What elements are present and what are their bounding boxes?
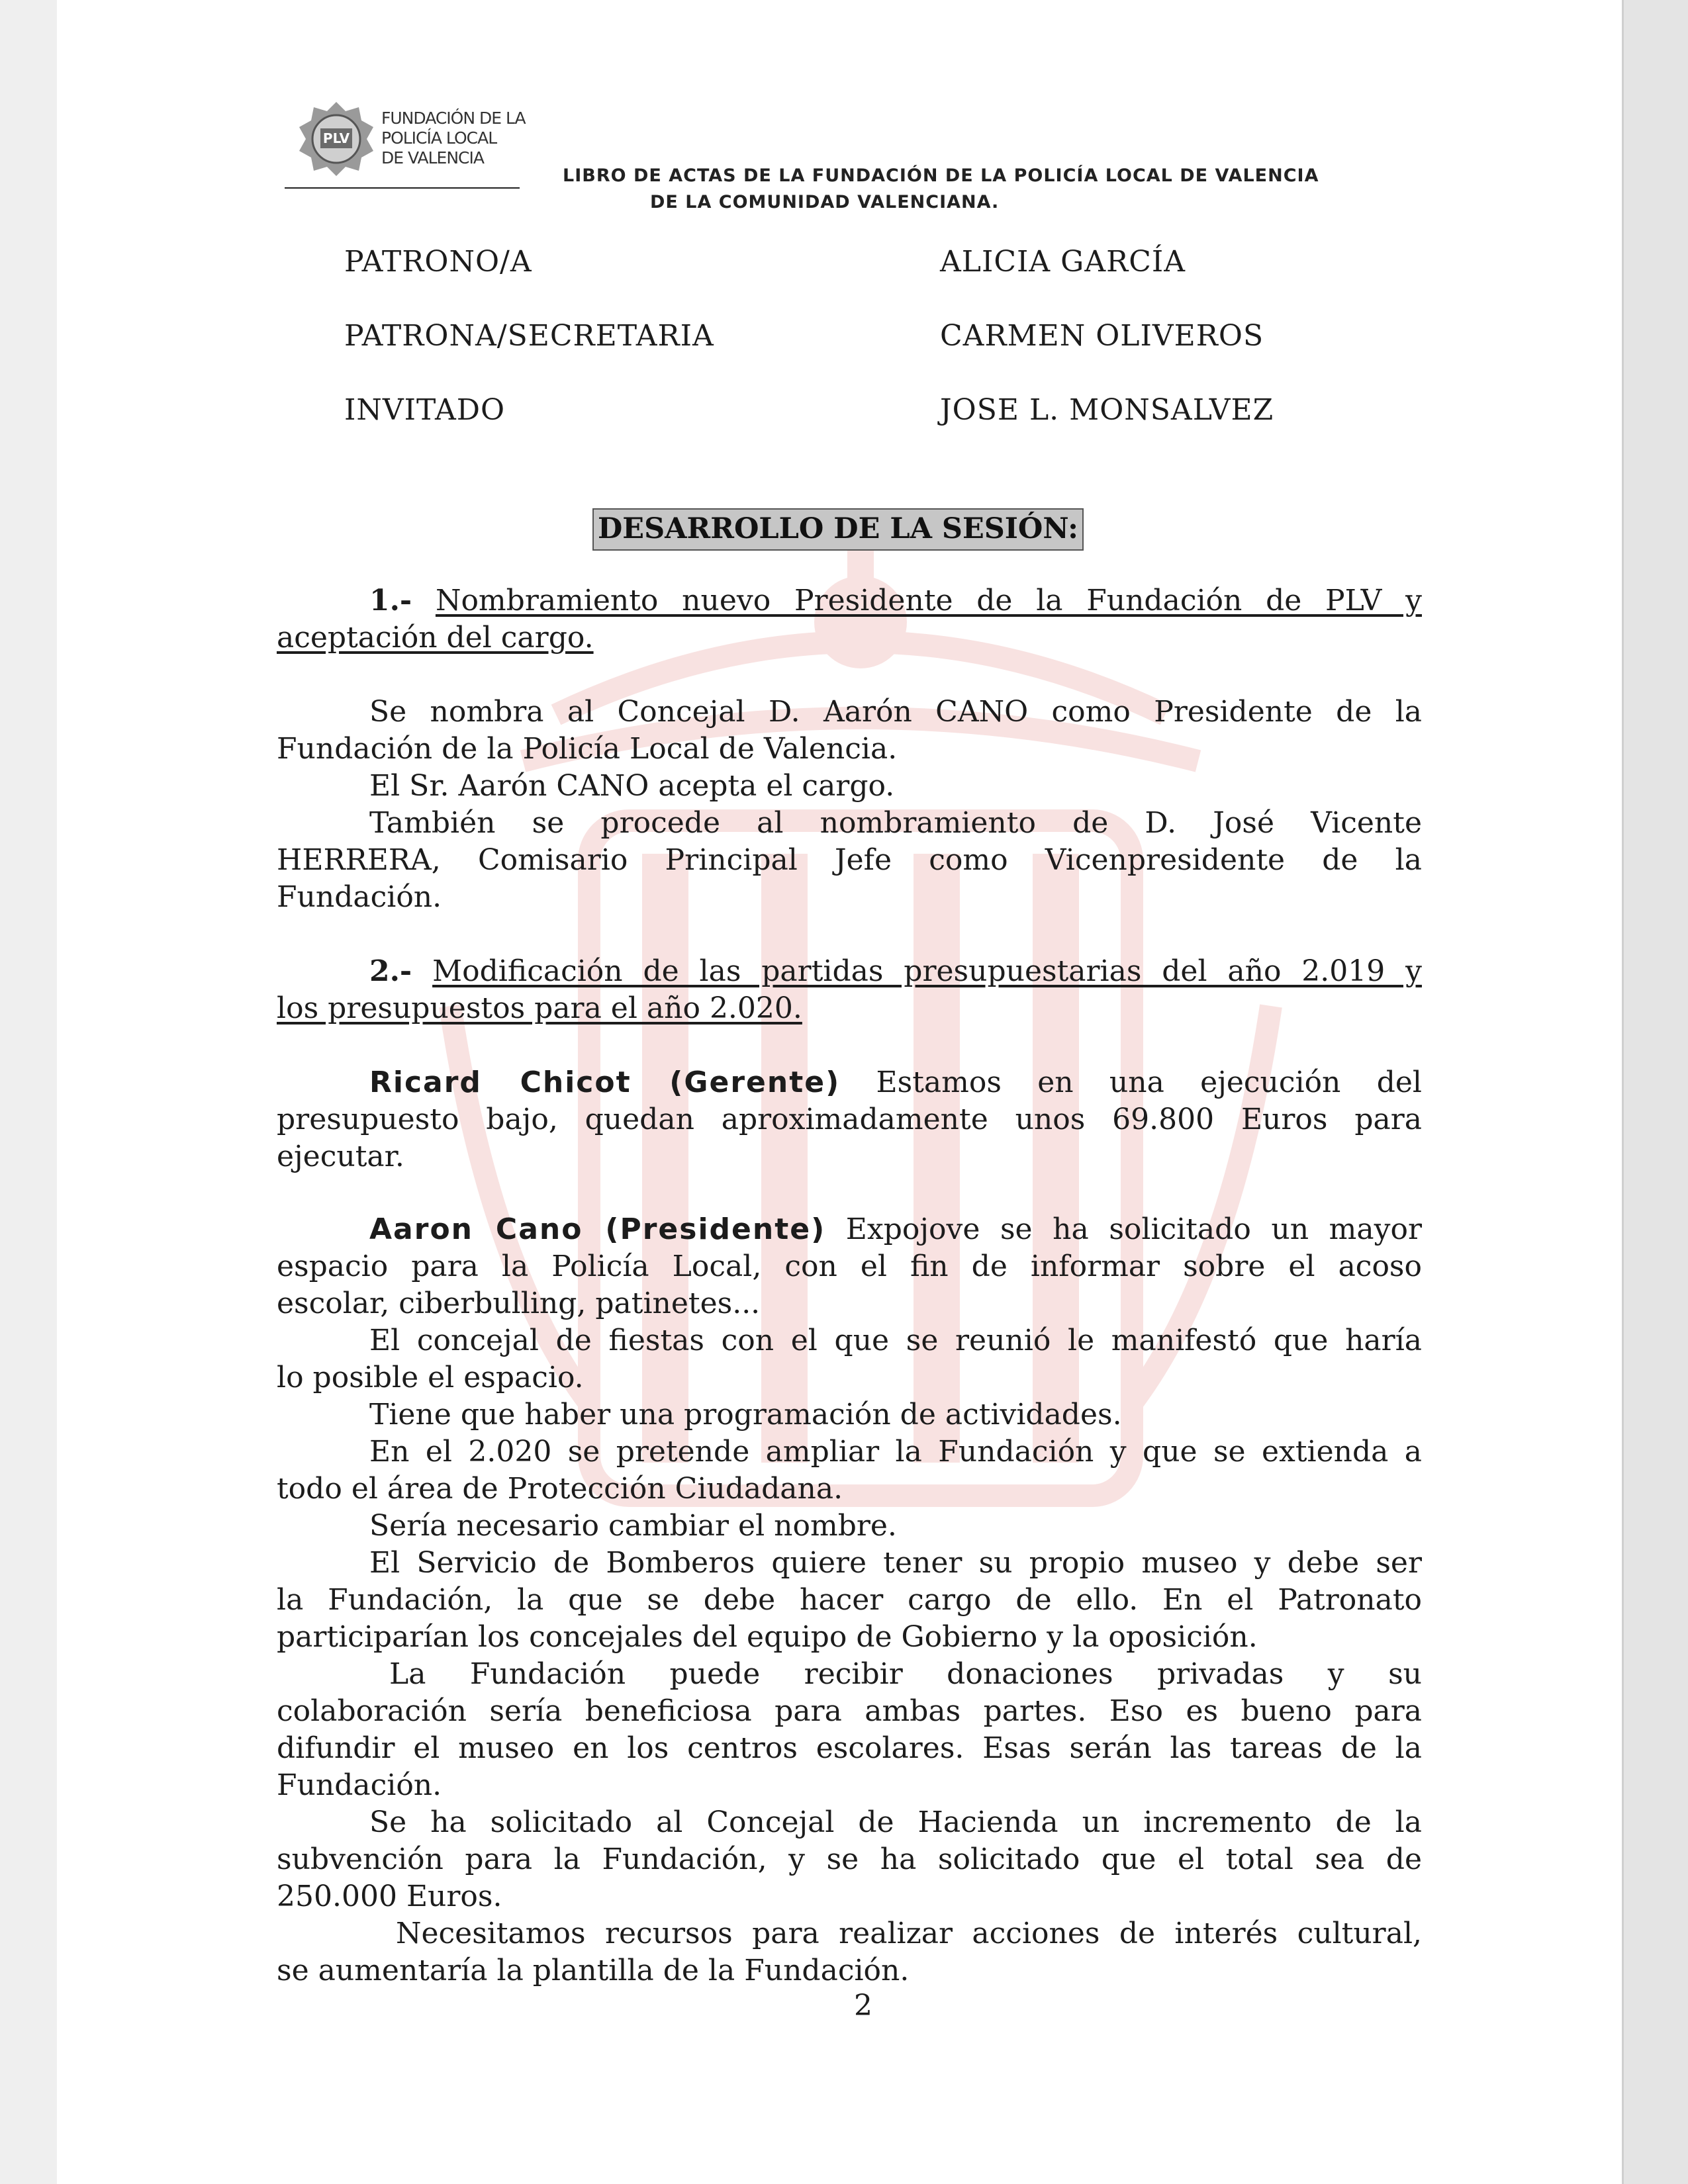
logo-line: POLICÍA LOCAL xyxy=(381,128,497,148)
text-line: También se procede al nombramiento de D. José Vicente xyxy=(369,806,1422,840)
book-title-line-2: DE LA COMUNIDAD VALENCIANA. xyxy=(650,192,1000,212)
text-line: En el 2.020 se pretende ampliar la Fundación y que se extienda a xyxy=(369,1435,1422,1469)
speaker-name: Ricard Chicot (Gerente) xyxy=(369,1066,841,1099)
item-title-line: los presupuestos para el año 2.020. xyxy=(277,991,802,1025)
text-line: 250.000 Euros. xyxy=(277,1880,502,1913)
logo-line: DE VALENCIA xyxy=(381,148,484,167)
text-line: Fundación. xyxy=(277,880,442,914)
text-line: Fundación de la Policía Local de Valencia. xyxy=(277,732,898,766)
book-title-line-1: LIBRO DE ACTAS DE LA FUNDACIÓN DE LA POLICÍA LOCAL DE VALENCIA xyxy=(563,165,1319,186)
text-line: se aumentaría la plantilla de la Fundación. xyxy=(277,1954,910,1987)
text-line: ejecutar. xyxy=(277,1140,404,1173)
attendee-role: INVITADO xyxy=(344,393,506,427)
svg-text:PLV: PLV xyxy=(322,130,350,146)
text-line: participarían los concejales del equipo de Gobierno y la oposición. xyxy=(277,1620,1258,1654)
item-2-title xyxy=(277,953,1422,1027)
page-number: 2 xyxy=(854,1989,872,2023)
text-line: El concejal de fiestas con el que se reunió le manifestó que haría xyxy=(369,1324,1422,1357)
text-line: colaboración sería beneficiosa para ambas partes. Eso es bueno para xyxy=(277,1694,1422,1728)
gerente-statement xyxy=(277,1064,1422,1175)
book-title xyxy=(563,163,1423,216)
text-line: escolar, ciberbulling, patinetes... xyxy=(277,1287,761,1320)
attendee-name: JOSE L. MONSALVEZ xyxy=(940,393,1274,427)
text-line: Estamos en una ejecución del xyxy=(876,1066,1422,1099)
text-line: difundir el museo en los centros escolares. Esas serán las tareas de la xyxy=(277,1731,1422,1765)
text-line: El Servicio de Bomberos quiere tener su propio museo y debe ser xyxy=(369,1546,1422,1580)
attendee-name: ALICIA GARCÍA xyxy=(940,245,1186,279)
speaker-name: Aaron Cano (Presidente) xyxy=(369,1212,826,1246)
scan-edge xyxy=(1622,0,1688,2184)
plv-seal-icon xyxy=(297,99,376,179)
text-line: subvención para la Fundación, y se ha solicitado que el total sea de xyxy=(277,1843,1422,1876)
text-line: presupuesto bajo, quedan aproximadamente unos 69.800 Euros para xyxy=(277,1103,1422,1136)
item-title-line: Nombramiento nuevo Presidente de la Fundación de PLV y xyxy=(435,584,1422,617)
item-number: 2.- xyxy=(369,954,412,988)
text-line: lo posible el espacio. xyxy=(277,1361,584,1394)
item-title-line: aceptación del cargo. xyxy=(277,621,594,655)
text-line: Fundación. xyxy=(277,1768,442,1802)
logo-text xyxy=(381,109,526,168)
attendee-name: CARMEN OLIVEROS xyxy=(940,319,1264,353)
item-number: 1.- xyxy=(369,584,412,617)
text-line: la Fundación, la que se debe hacer cargo de ello. En el Patronato xyxy=(277,1583,1422,1617)
text-line: Necesitamos recursos para realizar acciones de interés cultural, xyxy=(396,1917,1422,1950)
presidente-statement xyxy=(277,1211,1422,1989)
item-1-title xyxy=(277,582,1422,657)
text-line: Se ha solicitado al Concejal de Hacienda un incremento de la xyxy=(369,1805,1422,1839)
foundation-logo xyxy=(297,99,548,192)
item-title-line: Modificación de las partidas presupuestarias del año 2.019 y xyxy=(432,954,1422,988)
text-line: Expojove se ha solicitado un mayor xyxy=(845,1212,1422,1246)
attendee-role: PATRONO/A xyxy=(344,245,532,279)
text-line: Tiene que haber una programación de actividades. xyxy=(369,1398,1122,1432)
text-line: Se nombra al Concejal D. Aarón CANO como Presidente de la xyxy=(369,695,1422,729)
item-1-body xyxy=(277,694,1422,916)
logo-line: FUNDACIÓN DE LA xyxy=(381,109,526,128)
text-line: El Sr. Aarón CANO acepta el cargo. xyxy=(369,769,895,803)
text-line: Sería necesario cambiar el nombre. xyxy=(369,1509,897,1543)
text-line: todo el área de Protección Ciudadana. xyxy=(277,1472,843,1506)
text-line: espacio para la Policía Local, con el fin de informar sobre el acoso xyxy=(277,1250,1422,1283)
attendee-role: PATRONA/SECRETARIA xyxy=(344,319,714,353)
header-rule xyxy=(285,187,520,189)
text-line: La Fundación puede recibir donaciones privadas y su xyxy=(389,1657,1422,1691)
text-line: HERRERA, Comisario Principal Jefe como Vicenpresidente de la xyxy=(277,843,1422,877)
section-heading: DESARROLLO DE LA SESIÓN: xyxy=(592,508,1084,551)
